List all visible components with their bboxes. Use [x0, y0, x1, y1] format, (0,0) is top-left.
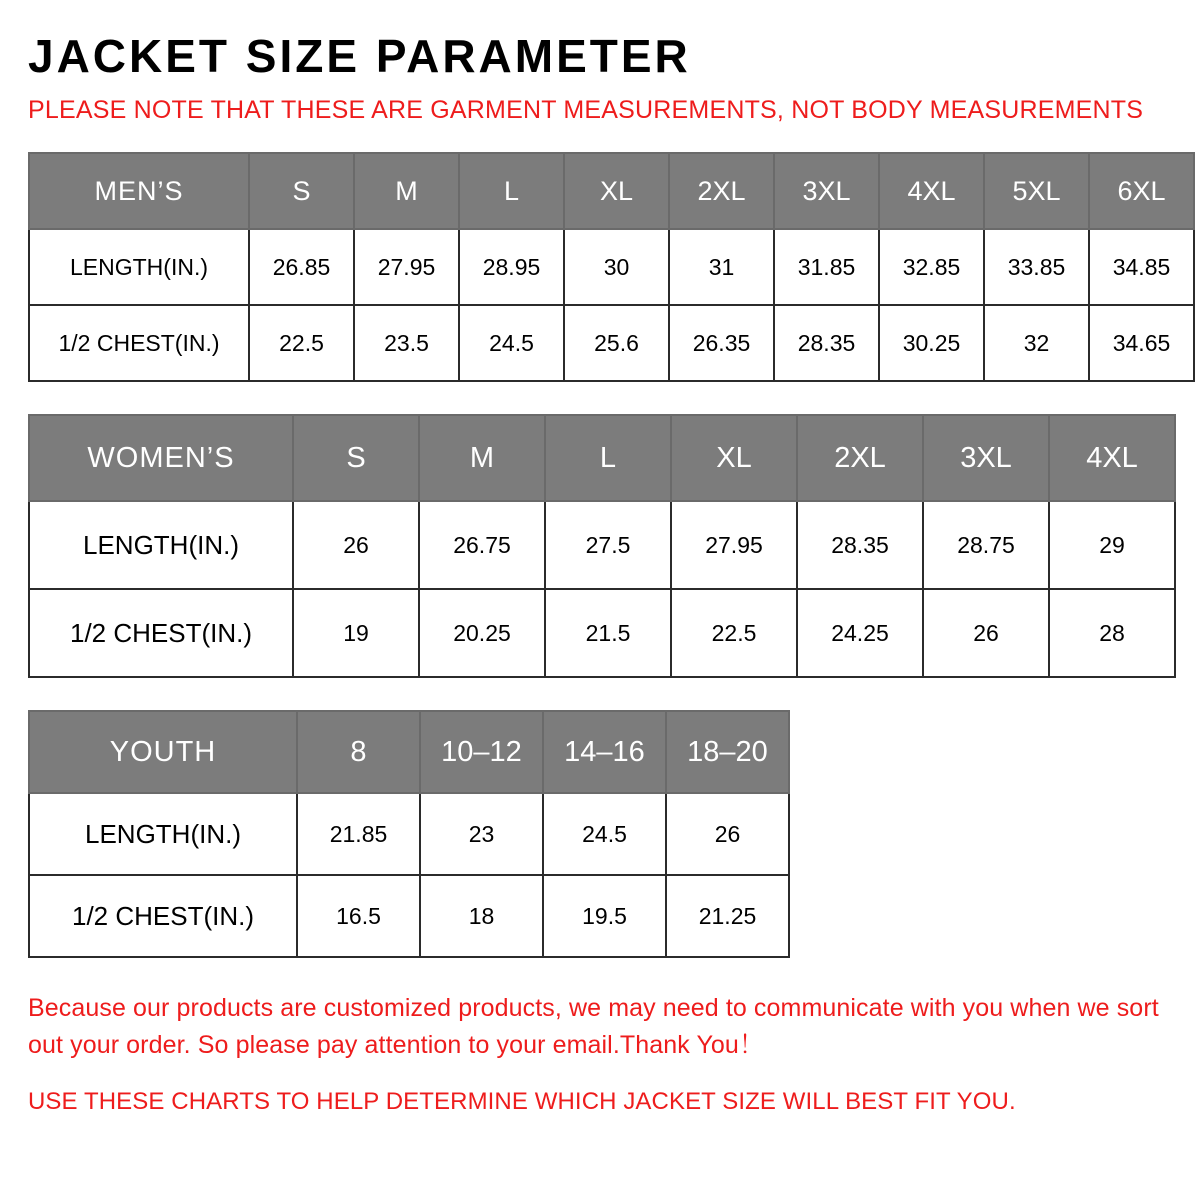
youth-header-10-12: 10–12	[420, 711, 543, 793]
youth-header-label: YOUTH	[29, 711, 297, 793]
mens-length-5xl: 33.85	[984, 229, 1089, 305]
mens-length-l: 28.95	[459, 229, 564, 305]
mens-length-s: 26.85	[249, 229, 354, 305]
mens-chest-3xl: 28.35	[774, 305, 879, 381]
mens-chest-s: 22.5	[249, 305, 354, 381]
womens-chest-xl: 22.5	[671, 589, 797, 677]
mens-header-s: S	[249, 153, 354, 229]
womens-header-4xl: 4XL	[1049, 415, 1175, 501]
table-row	[29, 501, 1175, 589]
mens-length-label: LENGTH(IN.)	[29, 229, 249, 305]
womens-length-m: 26.75	[419, 501, 545, 589]
youth-chest-label: 1/2 CHEST(IN.)	[29, 875, 297, 957]
mens-header-3xl: 3XL	[774, 153, 879, 229]
youth-header-18-20: 18–20	[666, 711, 789, 793]
womens-chest-4xl: 28	[1049, 589, 1175, 677]
garment-measurement-note: PLEASE NOTE THAT THESE ARE GARMENT MEASUREMENTS, NOT BODY MEASUREMENTS	[28, 96, 1144, 125]
table-row	[29, 305, 1194, 381]
table-header-row	[29, 415, 1175, 501]
womens-length-2xl: 28.35	[797, 501, 923, 589]
table-header-row	[29, 711, 789, 793]
footer-notes	[28, 990, 1172, 1119]
youth-length-label: LENGTH(IN.)	[29, 793, 297, 875]
table-row	[29, 589, 1175, 677]
mens-header-6xl: 6XL	[1089, 153, 1194, 229]
womens-header-3xl: 3XL	[923, 415, 1049, 501]
mens-chest-4xl: 30.25	[879, 305, 984, 381]
youth-length-18-20: 26	[666, 793, 789, 875]
mens-length-3xl: 31.85	[774, 229, 879, 305]
mens-length-4xl: 32.85	[879, 229, 984, 305]
youth-chest-8: 16.5	[297, 875, 420, 957]
womens-header-xl: XL	[671, 415, 797, 501]
womens-header-s: S	[293, 415, 419, 501]
mens-size-table	[28, 152, 1195, 382]
womens-header-2xl: 2XL	[797, 415, 923, 501]
mens-chest-5xl: 32	[984, 305, 1089, 381]
womens-chest-m: 20.25	[419, 589, 545, 677]
youth-chest-18-20: 21.25	[666, 875, 789, 957]
womens-header-m: M	[419, 415, 545, 501]
table-header-row	[29, 153, 1194, 229]
chart-usage-note: USE THESE CHARTS TO HELP DETERMINE WHICH JACKET SIZE WILL BEST FIT YOU.	[28, 1087, 1016, 1115]
mens-length-xl: 30	[564, 229, 669, 305]
womens-length-xl: 27.95	[671, 501, 797, 589]
mens-chest-l: 24.5	[459, 305, 564, 381]
page-title: JACKET SIZE PARAMETER	[28, 30, 691, 82]
youth-length-14-16: 24.5	[543, 793, 666, 875]
table-row	[29, 229, 1194, 305]
womens-chest-label: 1/2 CHEST(IN.)	[29, 589, 293, 677]
table-row	[29, 793, 789, 875]
youth-size-table	[28, 710, 790, 958]
table-row	[29, 875, 789, 957]
womens-chest-s: 19	[293, 589, 419, 677]
youth-header-8: 8	[297, 711, 420, 793]
mens-length-2xl: 31	[669, 229, 774, 305]
womens-length-3xl: 28.75	[923, 501, 1049, 589]
mens-header-2xl: 2XL	[669, 153, 774, 229]
mens-length-m: 27.95	[354, 229, 459, 305]
mens-header-m: M	[354, 153, 459, 229]
mens-chest-2xl: 26.35	[669, 305, 774, 381]
youth-chest-10-12: 18	[420, 875, 543, 957]
mens-chest-m: 23.5	[354, 305, 459, 381]
mens-chest-label: 1/2 CHEST(IN.)	[29, 305, 249, 381]
womens-chest-3xl: 26	[923, 589, 1049, 677]
youth-chest-14-16: 19.5	[543, 875, 666, 957]
youth-header-14-16: 14–16	[543, 711, 666, 793]
mens-header-l: L	[459, 153, 564, 229]
mens-header-xl: XL	[564, 153, 669, 229]
womens-chest-2xl: 24.25	[797, 589, 923, 677]
mens-header-4xl: 4XL	[879, 153, 984, 229]
mens-header-label: MEN’S	[29, 153, 249, 229]
customization-note: Because our products are customized products, we may need to communicate with you when we sort out your order. So please pay attention to your email.Thank You！	[28, 994, 1159, 1059]
womens-length-label: LENGTH(IN.)	[29, 501, 293, 589]
womens-header-l: L	[545, 415, 671, 501]
mens-length-6xl: 34.85	[1089, 229, 1194, 305]
youth-length-10-12: 23	[420, 793, 543, 875]
mens-chest-6xl: 34.65	[1089, 305, 1194, 381]
womens-length-4xl: 29	[1049, 501, 1175, 589]
womens-length-s: 26	[293, 501, 419, 589]
womens-size-table	[28, 414, 1176, 678]
womens-length-l: 27.5	[545, 501, 671, 589]
womens-chest-l: 21.5	[545, 589, 671, 677]
mens-chest-xl: 25.6	[564, 305, 669, 381]
womens-header-label: WOMEN’S	[29, 415, 293, 501]
mens-header-5xl: 5XL	[984, 153, 1089, 229]
youth-length-8: 21.85	[297, 793, 420, 875]
